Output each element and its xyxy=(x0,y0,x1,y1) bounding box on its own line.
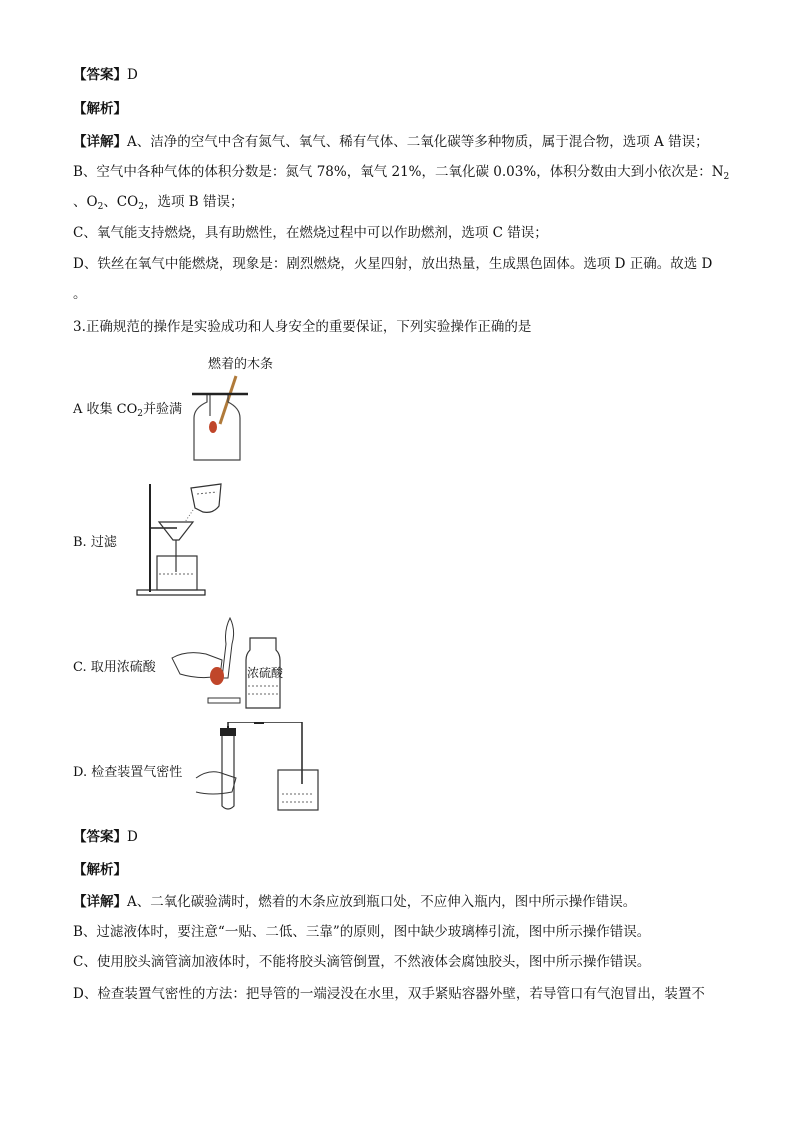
liquid-stream xyxy=(185,510,193,522)
option-c-label: C. 取用浓硫酸 xyxy=(73,660,156,675)
tube-joint xyxy=(254,722,264,724)
option-b-label: B. 过滤 xyxy=(73,535,117,550)
test-tube xyxy=(222,730,234,809)
answer-label: 【答案】 xyxy=(73,829,127,845)
detail-line-b2-1 xyxy=(73,193,243,216)
pouring-beaker xyxy=(191,484,221,512)
analysis-heading-2: 【解析】 xyxy=(73,862,127,878)
answer-value: D xyxy=(127,67,138,83)
detail-text-b2a: 、O xyxy=(73,194,98,210)
analysis-heading-1: 【解析】 xyxy=(73,101,127,117)
filtration-diagram xyxy=(135,472,230,600)
gas-bottle-diagram xyxy=(190,372,250,464)
subscript: 2 xyxy=(138,202,144,212)
subscript: 2 xyxy=(137,409,143,419)
detail-label: 【详解】 xyxy=(73,134,127,150)
flame xyxy=(209,421,217,433)
question-3: 3.正确规范的操作是实验成功和人身安全的重要保证，下列实验操作正确的是 xyxy=(73,319,532,335)
option-d-label: D. 检查装置气密性 xyxy=(73,765,183,780)
beaker xyxy=(157,556,197,590)
dish xyxy=(208,698,240,703)
answer-line-1 xyxy=(73,66,138,84)
detail-text-a: A、二氧化碳验满时，燃着的木条应放到瓶口处，不应伸入瓶内，图中所示操作错误。 xyxy=(127,894,637,910)
answer-label: 【答案】 xyxy=(73,67,127,83)
dropper xyxy=(222,618,234,678)
detail-line-d2-1: 。 xyxy=(73,286,87,302)
funnel xyxy=(159,522,193,540)
detail-line-d1-1: D、铁丝在氧气中能燃烧，现象是：剧烈燃烧，火星四射，放出热量，生成黑色固体。选项 D 正确。故选 D xyxy=(73,256,713,272)
delivery-tube xyxy=(228,722,302,784)
bottle-label: 浓硫酸 xyxy=(247,666,284,680)
detail-text-b2b: 、CO xyxy=(103,194,139,210)
option-a-text: A 收集 CO xyxy=(73,402,138,417)
detail-line-c-1: C、氧气能支持燃烧，具有助燃性，在燃烧过程中可以作助燃剂，选项 C 错误； xyxy=(73,225,548,241)
detail-line-c-2: C、使用胶头滴管滴加液体时，不能将胶头滴管倒置，不然液体会腐蚀胶头，图中所示操作错误。 xyxy=(73,954,651,970)
dropper-liquid xyxy=(210,667,224,685)
detail-line-b1-1 xyxy=(73,163,729,186)
pouring-liquid xyxy=(197,492,217,494)
answer-value: D xyxy=(127,829,138,845)
airtightness-diagram xyxy=(192,722,332,814)
option-a-text-post: 并验满 xyxy=(143,402,183,417)
detail-line-a-2 xyxy=(73,893,636,911)
detail-line-b-2: B、过滤液体时，要注意“一贴、二低、三靠”的原则，图中缺少玻璃棒引流，图中所示操作错误。 xyxy=(73,924,651,940)
subscript: 2 xyxy=(97,202,104,212)
subscript: 2 xyxy=(723,172,730,182)
water-beaker xyxy=(278,770,318,810)
detail-line-d-2: D、检查装置气密性的方法：把导管的一端浸没在水里，双手紧贴容器外壁，若导管口有气泡冒出，装置不 xyxy=(73,986,705,1002)
hand xyxy=(196,772,236,794)
option-a-label xyxy=(73,398,182,419)
option-a-caption: 燃着的木条 xyxy=(208,357,274,372)
detail-text-b2c: ，选项 B 错误； xyxy=(143,194,244,210)
detail-label: 【详解】 xyxy=(73,894,127,910)
stopper xyxy=(220,728,236,736)
stand-base xyxy=(137,590,205,595)
detail-text-a: A、洁净的空气中含有氮气、氧气、稀有气体、二氧化碳等多种物质，属于混合物，选项 A 错误； xyxy=(127,134,709,150)
detail-text-b1: B、空气中各种气体的体积分数是：氮气 78%，氧气 21%，二氧化碳 0.03%，体积分数由大到小依次是：N xyxy=(73,164,724,180)
detail-line-a-1 xyxy=(73,133,709,151)
answer-line-2 xyxy=(73,828,138,846)
